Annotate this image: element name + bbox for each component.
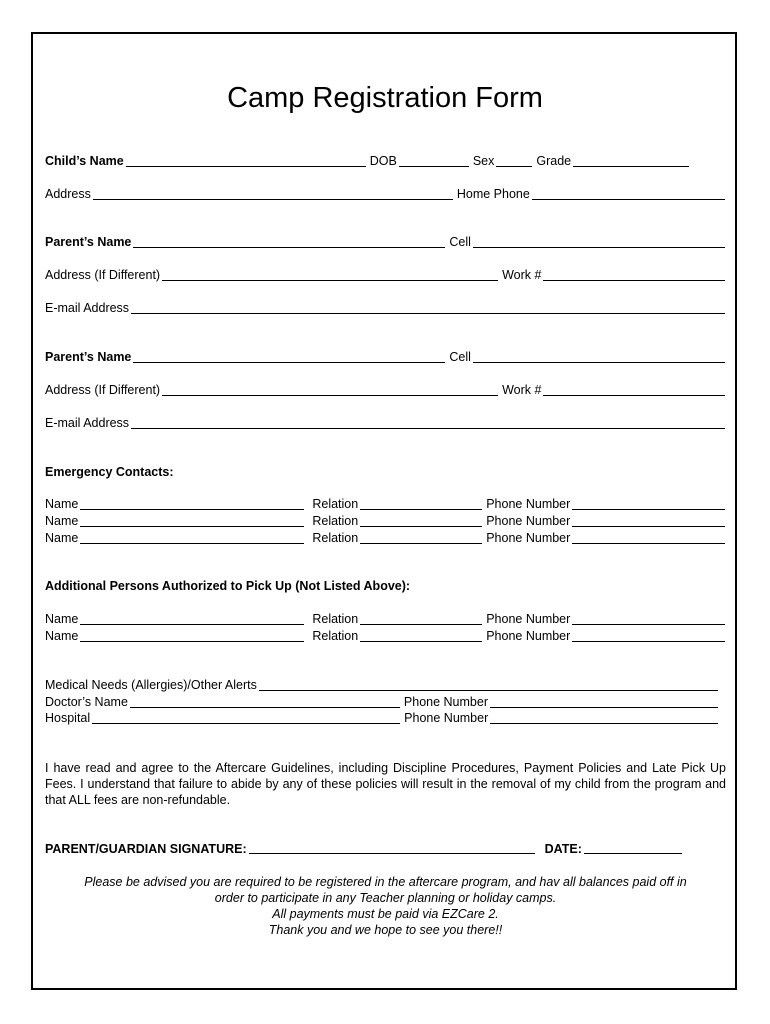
emergency-name-field[interactable] — [80, 509, 304, 510]
pickup-heading: Additional Persons Authorized to Pick Up (Not Listed Above): — [45, 579, 411, 593]
date-label: DATE: — [544, 842, 582, 856]
pickup-phone-label: Phone Number — [486, 629, 571, 643]
parent2-name-label: Parent’s Name — [45, 350, 132, 364]
grade-label: Grade — [536, 154, 572, 168]
doctor-name-field[interactable] — [130, 707, 400, 708]
notice-line: All payments must be paid via EZCare 2. — [272, 907, 499, 921]
parent2-email-row — [45, 416, 725, 431]
pickup-phone-label: Phone Number — [486, 612, 571, 626]
pickup-row — [45, 629, 725, 644]
sex-label: Sex — [472, 154, 495, 168]
signature-field[interactable] — [249, 853, 535, 854]
pickup-name-field[interactable] — [80, 624, 304, 625]
parent2-work-field[interactable] — [543, 395, 725, 396]
pickup-phone-field[interactable] — [572, 641, 725, 642]
medical-needs-row — [45, 678, 718, 693]
pickup-relation-field[interactable] — [360, 624, 482, 625]
parent1-address-row — [45, 268, 725, 283]
parent1-cell-field[interactable] — [473, 247, 725, 248]
emergency-phone-field[interactable] — [572, 509, 725, 510]
parent1-work-label: Work # — [502, 268, 542, 282]
emergency-row — [45, 531, 725, 546]
medical-needs-field[interactable] — [259, 690, 718, 691]
emergency-relation-label: Relation — [312, 497, 359, 511]
doctor-phone-field[interactable] — [490, 707, 718, 708]
signature-row — [45, 842, 725, 856]
pickup-name-field[interactable] — [80, 641, 304, 642]
hospital-row — [45, 711, 718, 726]
emergency-phone-field[interactable] — [572, 526, 725, 527]
emergency-row — [45, 497, 725, 512]
emergency-name-label: Name — [45, 514, 79, 528]
grade-field[interactable] — [573, 166, 689, 167]
emergency-relation-label: Relation — [312, 531, 359, 545]
parent1-email-field[interactable] — [131, 313, 725, 314]
parent1-cell-label: Cell — [449, 235, 471, 249]
notice-line: Thank you and we hope to see you there!! — [268, 923, 503, 937]
date-field[interactable] — [584, 853, 682, 854]
parent1-name-field[interactable] — [133, 247, 445, 248]
emergency-name-field[interactable] — [80, 543, 304, 544]
notice-line: order to participate in any Teacher planning or holiday camps. — [214, 891, 557, 905]
parent1-address-field[interactable] — [162, 280, 498, 281]
hospital-label: Hospital — [45, 711, 91, 725]
parent1-name-row — [45, 235, 725, 250]
doctor-row — [45, 695, 718, 710]
parent2-address-label: Address (If Different) — [45, 383, 161, 397]
home-phone-label: Home Phone — [456, 187, 530, 201]
parent2-address-field[interactable] — [162, 395, 498, 396]
child-name-label: Child’s Name — [45, 154, 124, 168]
hospital-phone-field[interactable] — [490, 723, 718, 724]
parent2-email-label: E-mail Address — [45, 416, 130, 430]
emergency-phone-field[interactable] — [572, 543, 725, 544]
pickup-relation-label: Relation — [312, 629, 359, 643]
child-name-field[interactable] — [126, 166, 366, 167]
emergency-relation-label: Relation — [312, 514, 359, 528]
page-title: Camp Registration Form — [227, 82, 543, 114]
parent1-email-row — [45, 301, 725, 316]
emergency-name-field[interactable] — [80, 526, 304, 527]
parent2-cell-label: Cell — [449, 350, 471, 364]
hospital-field[interactable] — [92, 723, 400, 724]
pickup-relation-field[interactable] — [360, 641, 482, 642]
emergency-row — [45, 514, 725, 529]
emergency-relation-field[interactable] — [360, 526, 482, 527]
emergency-name-label: Name — [45, 497, 79, 511]
emergency-heading: Emergency Contacts: — [45, 465, 174, 479]
parent2-name-row — [45, 350, 725, 365]
pickup-name-label: Name — [45, 629, 79, 643]
child-address-row — [45, 187, 725, 202]
medical-needs-label: Medical Needs (Allergies)/Other Alerts — [45, 678, 257, 692]
agreement-text: I have read and agree to the Aftercare Guidelines, including Discipline Procedures, Payment Policies and Late Pick Up Fees. I understand that failure to abide by any of these policies will result in the removal of my child from the program and that ALL fees are non-refundable. — [45, 761, 726, 807]
pickup-relation-label: Relation — [312, 612, 359, 626]
emergency-name-label: Name — [45, 531, 79, 545]
home-phone-field[interactable] — [532, 199, 725, 200]
signature-label: PARENT/GUARDIAN SIGNATURE: — [45, 842, 247, 856]
pickup-phone-field[interactable] — [572, 624, 725, 625]
hospital-phone-label: Phone Number — [404, 711, 489, 725]
emergency-phone-label: Phone Number — [486, 531, 571, 545]
pickup-name-label: Name — [45, 612, 79, 626]
parent1-email-label: E-mail Address — [45, 301, 130, 315]
doctor-phone-label: Phone Number — [403, 695, 488, 709]
emergency-relation-field[interactable] — [360, 509, 482, 510]
child-name-row — [45, 154, 725, 169]
pickup-row — [45, 612, 725, 627]
doctor-name-label: Doctor’s Name — [45, 695, 128, 709]
parent2-work-label: Work # — [502, 383, 542, 397]
parent2-email-field[interactable] — [131, 428, 725, 429]
emergency-phone-label: Phone Number — [486, 497, 571, 511]
sex-field[interactable] — [496, 166, 532, 167]
child-address-field[interactable] — [93, 199, 453, 200]
emergency-phone-label: Phone Number — [486, 514, 571, 528]
parent1-work-field[interactable] — [543, 280, 725, 281]
child-address-label: Address — [45, 187, 91, 201]
emergency-relation-field[interactable] — [360, 543, 482, 544]
parent1-address-label: Address (If Different) — [45, 268, 161, 282]
notice — [45, 874, 726, 938]
notice-line: Please be advised you are required to be registered in the aftercare program, and hav all balances paid off in — [84, 875, 687, 889]
parent1-name-label: Parent’s Name — [45, 235, 132, 249]
parent2-address-row — [45, 383, 725, 398]
parent2-name-field[interactable] — [133, 362, 445, 363]
parent2-cell-field[interactable] — [473, 362, 725, 363]
dob-label: DOB — [369, 154, 397, 168]
dob-field[interactable] — [399, 166, 469, 167]
